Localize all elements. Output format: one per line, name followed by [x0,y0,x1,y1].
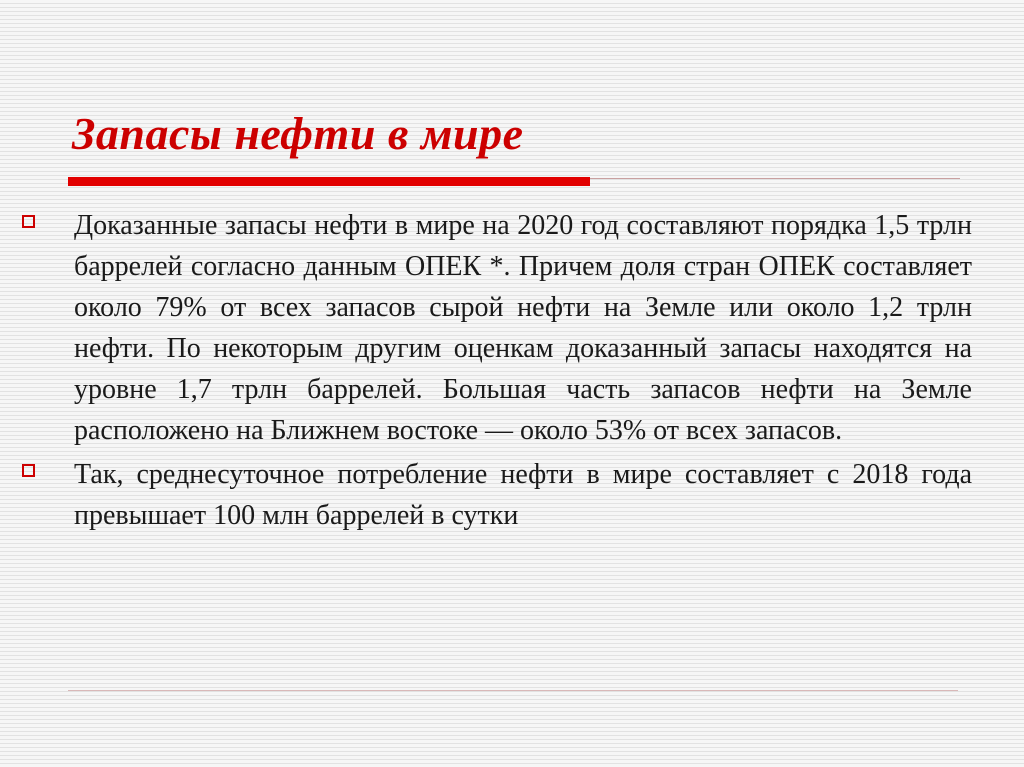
footer-divider [68,690,958,691]
hollow-square-icon [22,464,35,477]
title-underline-line [590,178,960,179]
slide-title: Запасы нефти в мире [72,108,524,159]
hollow-square-icon [22,215,35,228]
bullet-item-reserves [22,205,972,451]
title-underline-bar [68,177,590,186]
bullet-text: Так, среднесуточное потребление нефти в мире составляет с 2018 года превышает 100 млн баррелей в сутки [74,459,972,531]
bullet-list [22,205,972,539]
bullet-text: Доказанные запасы нефти в мире на 2020 год составляют порядка 1,5 трлн баррелей согласно данным ОПЕК *. Причем доля стран ОПЕК составляет около 79% от всех запасов сырой нефти на Земле или около 1,2 трлн нефти. По некоторым другим оценкам доказанный запасы находятся на уровне 1,7 трлн баррелей. Большая часть запасов нефти на Земле расположено на Ближнем востоке — около 53% от всех запасов. [74,210,972,446]
bullet-item-consumption [22,454,972,536]
